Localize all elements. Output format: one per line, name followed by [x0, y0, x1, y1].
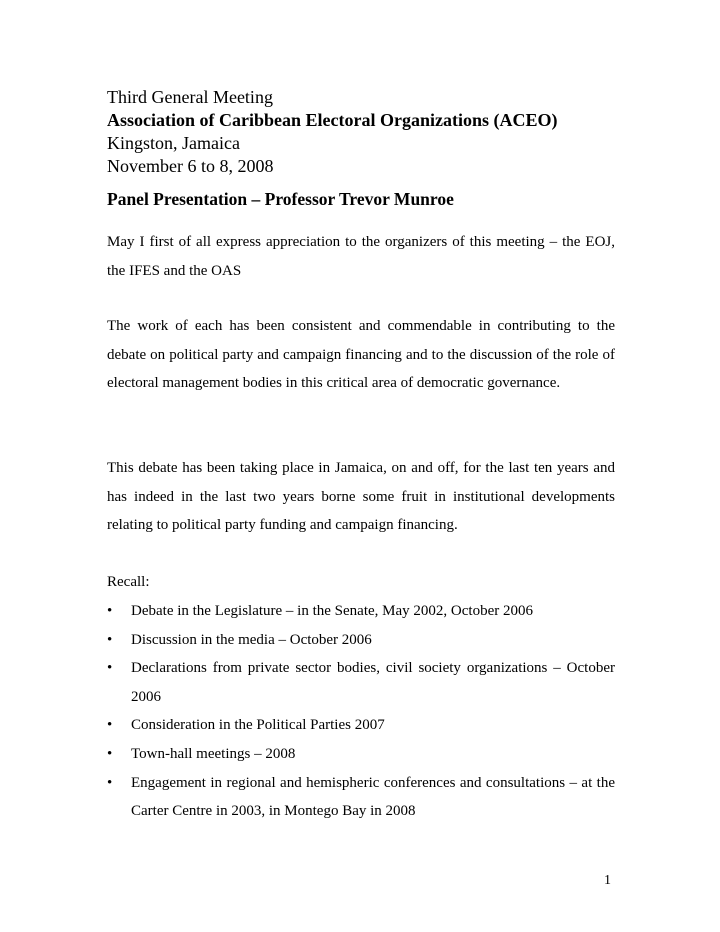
paragraph-appreciation: May I first of all express appreciation to the organizers of this meeting – the EOJ, the IFES and the OAS	[107, 234, 615, 279]
list-item-text: Town-hall meetings – 2008	[131, 745, 296, 762]
recall-label: Recall:	[107, 574, 150, 590]
meeting-title: Third General Meeting	[107, 87, 273, 107]
list-item-text: Debate in the Legislature – in the Senate, May 2002, October 2006	[131, 603, 533, 619]
list-item	[107, 711, 615, 740]
bullet-icon: •	[107, 603, 113, 619]
panel-title: Panel Presentation – Professor Trevor Munroe	[107, 189, 454, 209]
list-item-text: Discussion in the media – October 2006	[131, 631, 372, 648]
bullet-icon: •	[107, 774, 113, 791]
list-item	[107, 740, 615, 769]
meeting-dates: November 6 to 8, 2008	[107, 156, 274, 176]
bullet-icon: •	[107, 717, 113, 734]
paragraph-debate: This debate has been taking place in Jamaica, on and off, for the last ten years and has indeed in the last two years borne some fruit in institutional developments relating to political party funding and campaign financing.	[107, 460, 615, 534]
paragraph-work: The work of each has been consistent and commendable in contributing to the debate on political party and campaign financing and to the discussion of the role of electoral management bodies in this critical area of democratic governance.	[107, 318, 615, 392]
document-header	[107, 86, 627, 178]
list-item	[107, 626, 615, 655]
bullet-icon: •	[107, 631, 113, 648]
organization-name: Association of Caribbean Electoral Organizations (ACEO)	[107, 110, 558, 130]
list-item-text: Declarations from private sector bodies, civil society organizations – October 2006	[131, 660, 615, 705]
list-item-text: Consideration in the Political Parties 2007	[131, 717, 385, 734]
list-item	[107, 654, 615, 711]
list-item	[107, 597, 615, 626]
bullet-icon: •	[107, 745, 113, 762]
recall-list	[107, 597, 615, 826]
page-number: 1	[604, 873, 611, 888]
list-item	[107, 769, 615, 826]
list-item-text: Engagement in regional and hemispheric conferences and consultations – at the Carter Centre in 2003, in Montego Bay in 2008	[131, 774, 615, 820]
meeting-location: Kingston, Jamaica	[107, 133, 240, 153]
bullet-icon: •	[107, 660, 113, 677]
